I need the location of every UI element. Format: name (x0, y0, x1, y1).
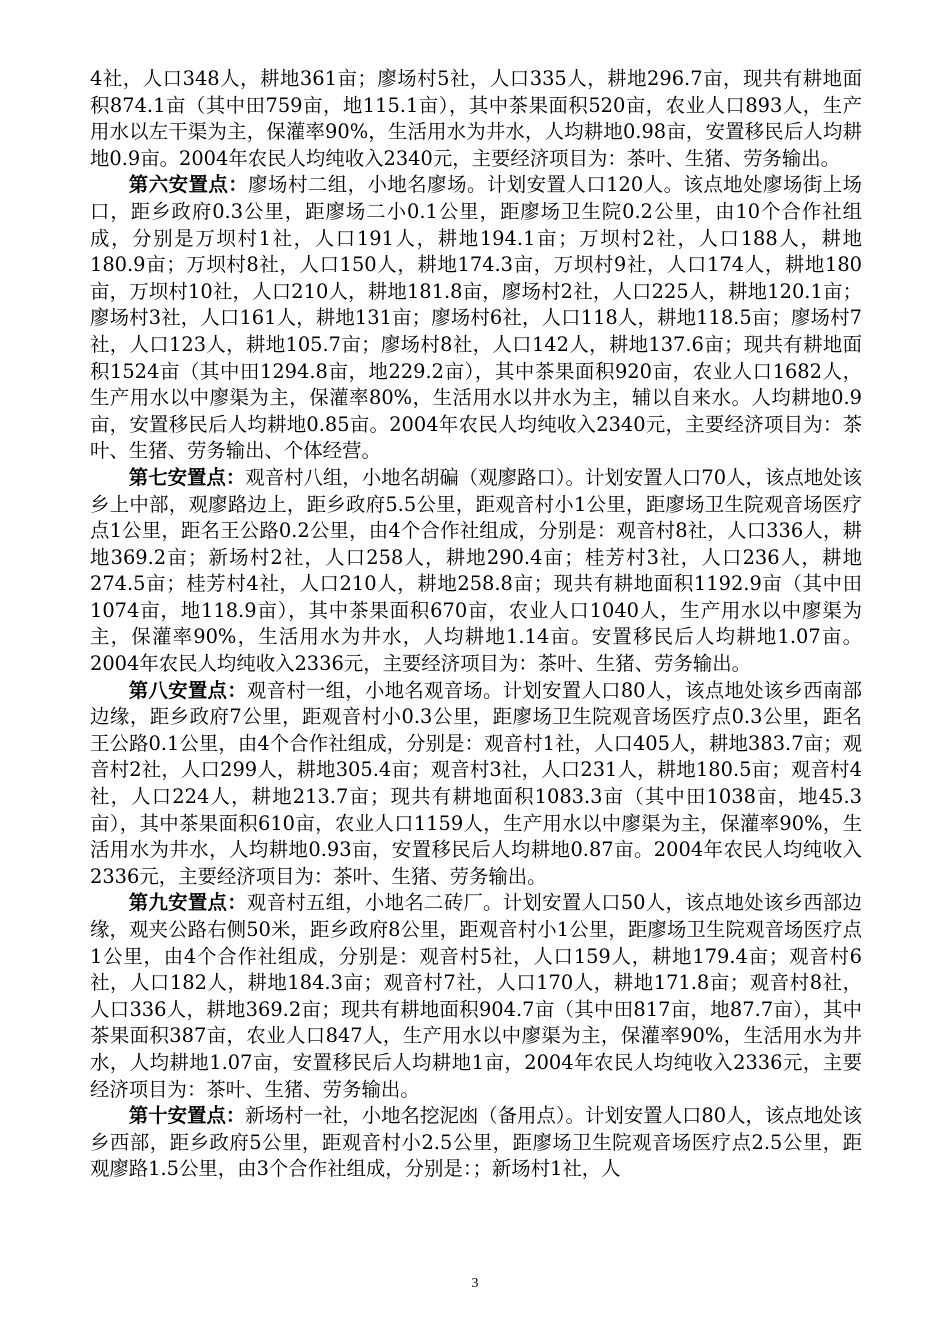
paragraph-lead: 第九安置点： (128, 891, 247, 915)
paragraph-site-7 (90, 465, 862, 678)
paragraph-continuation (90, 66, 862, 172)
paragraph-text: 廖场村二组，小地名廖场。计划安置人口120人。该点地处廖场街上场口，距乡政府0.3公里，距廖场二小0.1公里，距廖场卫生院0.2公里，由10个合作社组成，分别是万坝村1社，人口191人，耕地194.1亩；万坝村2社，人口188人，耕地180.9亩；万坝村8社，人口150人，耕地174.3亩，万坝村9社，人口174人，耕地180亩，万坝村10社，人口210人，耕地181.8亩，廖场村2社，人口225人，耕地120.1亩；廖场村3社，人口161人，耕地131亩；廖场村6社，人口118人，耕地118.5亩；廖场村7社，人口123人，耕地105.7亩；廖场村8社，人口142人，耕地137.6亩；现共有耕地面积1524亩（其中田1294.8亩，地229.2亩），其中茶果面积920亩，农业人口1682人，生产用水以中廖渠为主，保灌率80%，生活用水以井水为主，辅以自来水。人均耕地0.9亩，安置移民后人均耕地0.85亩。2004年农民人均纯收入2340元，主要经济项目为：茶叶、生猪、劳务输出、个体经营。 (90, 173, 863, 463)
paragraph-text: 观音村五组，小地名二砖厂。计划安置人口50人，该点地处该乡西部边缘，观夹公路右侧50米，距乡政府8公里，距观音村小1公里，距廖场卫生院观音场医疗点1公里，由4个合作社组成，分别是：观音村5社，人口159人，耕地179.4亩；观音村6社，人口182人，耕地184.3亩；观音村7社，人口170人，耕地171.8亩；观音村8社，人口336人，耕地369.2亩；现共有耕地面积904.7亩（其中田817亩，地87.7亩），其中茶果面积387亩，农业人口847人，生产用水以中廖渠为主，保灌率90%，生活用水为井水，人均耕地1.07亩，安置移民后人均耕地1亩，2004年农民人均纯收入2336元，主要经济项目为：茶叶、生猪、劳务输出。 (90, 891, 862, 1101)
paragraph-text: 观音村一组，小地名观音场。计划安置人口80人，该点地处该乡西南部边缘，距乡政府7公里，距观音村小0.3公里，距廖场卫生院观音场医疗点0.3公里，距名王公路0.1公里，由4个合作社组成，分别是：观音村1社，人口405人，耕地383.7亩；观音村2社，人口299人，耕地305.4亩；观音村3社，人口231人，耕地180.5亩；观音村4社，人口224人，耕地213.7亩；现共有耕地面积1083.3亩（其中田1038亩，地45.3亩），其中茶果面积610亩，农业人口1159人，生产用水以中廖渠为主，保灌率90%，生活用水为井水，人均耕地0.93亩，安置移民后人均耕地0.87亩。2004年农民人均纯收入2336元，主要经济项目为：茶叶、生猪、劳务输出。 (90, 678, 862, 888)
paragraph-text: 观音村八组，小地名胡碥（观廖路口）。计划安置人口70人，该点地处该乡上中部，观廖路边上，距乡政府5.5公里，距观音村小1公里，距廖场卫生院观音场医疗点1公里，距名王公路0.2公里，由4个合作社组成，分别是：观音村8社，人口336人，耕地369.2亩；新场村2社，人口258人，耕地290.4亩；桂芳村3社，人口236人，耕地274.5亩；桂芳村4社，人口210人，耕地258.8亩；现共有耕地面积1192.9亩（其中田1074亩，地118.9亩），其中茶果面积670亩，农业人口1040人，生产用水以中廖渠为主，保灌率90%，生活用水为井水，人均耕地1.14亩。安置移民后人均耕地1.07亩。2004年农民人均纯收入2336元，主要经济项目为：茶叶、生猪、劳务输出。 (90, 465, 862, 676)
page-number: 3 (471, 1276, 479, 1291)
paragraph-site-9 (90, 890, 862, 1103)
paragraph-text: 新场村一社，小地名挖泥凼（备用点）。计划安置人口80人，该点地处该乡西部，距乡政府5公里，距观音村小2.5公里，距廖场卫生院观音场医疗点2.5公里，距观廖路1.5公里，由3个合作社组成，分别是：；新场村1社，人 (90, 1104, 862, 1181)
paragraph-site-6 (90, 172, 862, 465)
paragraph-site-8 (90, 678, 862, 891)
paragraph-site-10 (90, 1103, 862, 1183)
paragraph-lead: 第六安置点： (128, 173, 249, 197)
paragraph-text: 4社，人口348人，耕地361亩；廖场村5社，人口335人，耕地296.7亩，现共有耕地面积874.1亩（其中田759亩，地115.1亩），其中茶果面积520亩，农业人口893人，生产用水以左干渠为主，保灌率90%，生活用水为井水，人均耕地0.98亩，安置移民后人均耕地0.9亩。2004年农民人均纯收入2340元，主要经济项目为：茶叶、生猪、劳务输出。 (90, 67, 862, 170)
document-body (90, 66, 862, 1183)
paragraph-lead: 第七安置点： (128, 465, 246, 489)
paragraph-lead: 第八安置点： (128, 678, 247, 702)
paragraph-lead: 第十安置点： (128, 1104, 246, 1128)
